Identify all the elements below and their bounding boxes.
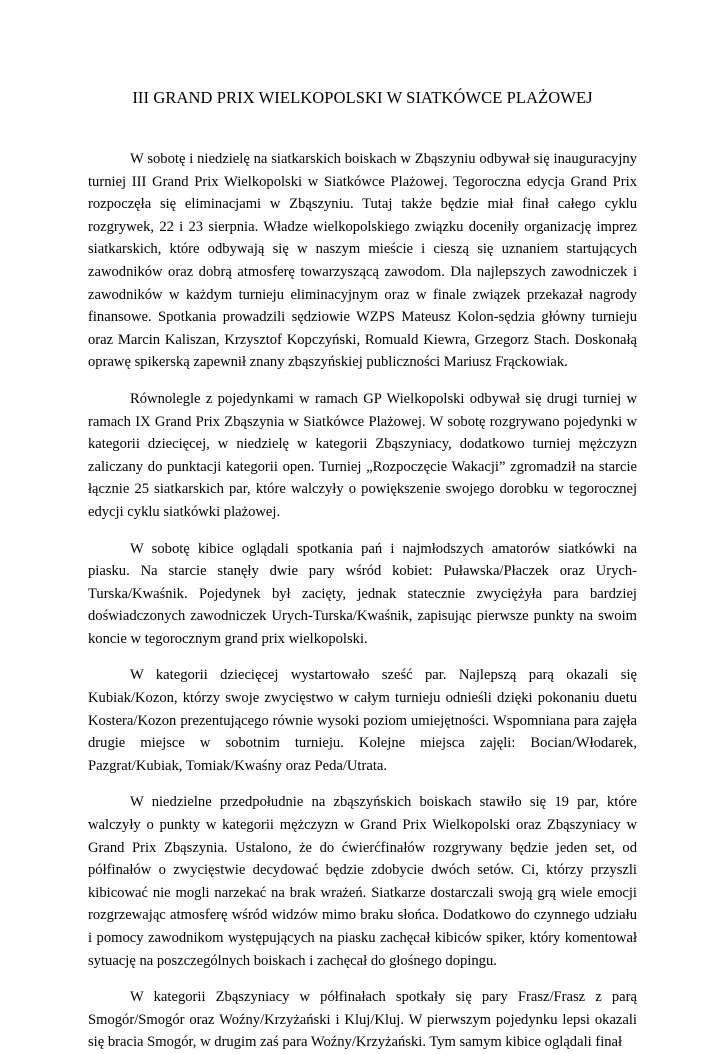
- document-title: III GRAND PRIX WIELKOPOLSKI W SIATKÓWCE PLAŻOWEJ: [132, 88, 593, 107]
- paragraph: W kategorii Zbąszyniacy w półfinałach spotkały się pary Frasz/Frasz z parą Smogór/Smogór oraz Woźny/Krzyżański i Kluj/Kluj. W pierwszym pojedynku lepsi okazali się bracia Smogór, w drugim zaś para Woźny/Krzyżański. Tym samym kibice oglądali finał: [88, 989, 637, 1051]
- paragraph: W kategorii dziecięcej wystartowało sześć par. Najlepszą parą okazali się Kubiak/Kozon, którzy swoje zwycięstwo w całym turnieju odnieśli dzięki pokonaniu duetu Kostera/Kozon prezentującego równie wysoki poziom umiejętności. Wspomniana para zajęła drugie miejsce w sobotnim turnieju. Kolejne miejsca zajęli: Bocian/Włodarek, Pazgrat/Kubiak, Tomiak/Kwaśny oraz Peda/Utrata.: [88, 667, 637, 774]
- paragraph: W niedzielne przedpołudnie na zbąszyńskich boiskach stawiło się 19 par, które walczyły o punkty w kategorii mężczyzn w Grand Prix Wielkopolski oraz Zbąszyniacy w Grand Prix Zbąszynia. Ustalono, że do ćwierćfinałów rozgrywany będzie jeden set, od półfinałów o zwycięstwie decydować będzie zdobycie dwóch setów. Ci, którzy przyszli kibicować nie mogli narzekać na brak wrażeń. Siatkarze dostarczali swoją grą wiele emocji rozgrzewając atmosferę wśród widzów mimo braku słońca. Dodatkowo do czynnego udziału i pomocy zawodnikom występujących na piasku zachęcał kibiców spiker, który komentował sytuację na poszczególnych boiskach i zachęcał do głośnego dopingu.: [88, 794, 637, 969]
- document-body: [88, 148, 637, 1054]
- paragraph: W sobotę kibice oglądali spotkania pań i najmłodszych amatorów siatkówki na piasku. Na starcie stanęły dwie pary wśród kobiet: Puławska/Płaczek oraz Urych-Turska/Kwaśnik. Pojedynek był zacięty, jednak statecznie zwyciężyła para bardziej doświadczonych zawodniczek Urych-Turska/Kwaśnik, zapisując pierwsze punkty na swoim koncie w tegorocznym grand prix wielkopolski.: [88, 540, 637, 647]
- paragraph: W sobotę i niedzielę na siatkarskich boiskach w Zbąszyniu odbywał się inauguracyjny turniej III Grand Prix Wielkopolski w Siatkówce Plażowej. Tegoroczna edycja Grand Prix rozpoczęła się eliminacjami w Zbąszyniu. Tutaj także będzie miał finał całego cyklu rozgrywek, 22 i 23 sierpnia. Władze wielkopolskiego związku doceniły organizację imprez siatkarskich, które odbywają się w naszym mieście i cieszą się uznaniem startujących zawodników oraz dobrą atmosferę towarzyszącą zawodom. Dla najlepszych zawodniczek i zawodników w każdym turnieju eliminacyjnym oraz w finale związek przekazał nagrody finansowe. Spotkania prowadzili sędziowie WZPS Mateusz Kolon-sędzia główny turnieju oraz Marcin Kaliszan, Krzysztof Kopczyński, Romuald Kiewra, Grzegorz Stach. Doskonałą oprawę spikerską zapewnił znany zbąszyńskiej publiczności Mariusz Frąckowiak.: [88, 151, 637, 371]
- paragraph: Równolegle z pojedynkami w ramach GP Wielkopolski odbywał się drugi turniej w ramach IX Grand Prix Zbąszynia w Siatkówce Plażowej. W sobotę rozgrywano pojedynki w kategorii dziecięcej, w niedzielę w kategorii Zbąszyniacy, dodatkowo turniej mężczyzn zaliczany do punktacji kategorii open. Turniej „Rozpoczęcie Wakacji” zgromadził na starcie łącznie 25 siatkarskich par, które walczyły o powiększenie swojego dorobku w tegorocznej edycji cyklu siatkówki plażowej.: [88, 390, 637, 520]
